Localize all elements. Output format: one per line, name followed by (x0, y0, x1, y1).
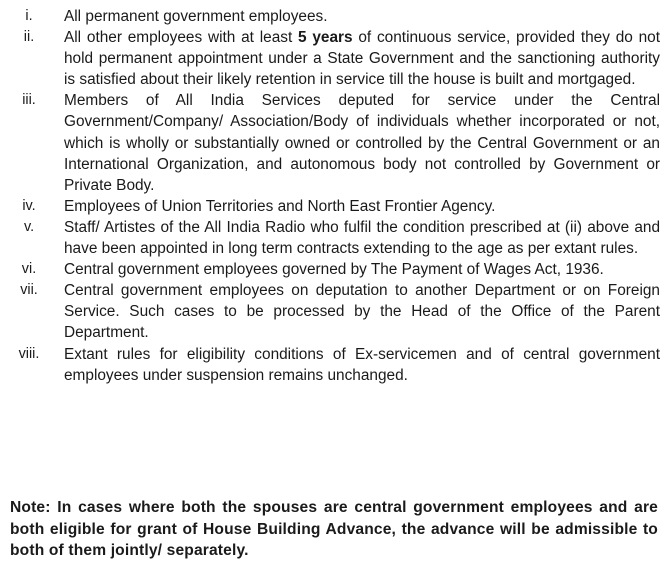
item-number: ii. (23, 29, 35, 46)
eligibility-list (14, 6, 660, 386)
item-text: Central government employees on deputation to another Department or on Foreign Service. Such cases to be processed by the Head of the Office of the Parent Department. (64, 282, 660, 342)
list-item (14, 259, 660, 280)
list-item (14, 27, 660, 90)
list-item (14, 90, 660, 195)
item-text: All permanent government employees. (64, 8, 328, 25)
list-item (14, 280, 660, 343)
list-item (14, 6, 660, 27)
item-number: vi. (21, 261, 37, 278)
item-number: iv. (22, 197, 36, 214)
item-text-part: of continuous service, provided they do not hold permanent appointment under a State Government and the sanctioning authority is satisfied about their likely retention in service till the house is built and mortgaged. (64, 29, 660, 89)
list-item (14, 344, 660, 386)
item-text: Staff/ Artistes of the All India Radio who fulfil the condition prescribed at (ii) above and have been appointed in long term contracts extending to the age as per extant rules. (64, 218, 660, 258)
item-text: Members of All India Services deputed for service under the Central Government/Company/ Association/Body of individuals whether incorporated or not, which is wholly or substantially owned or controlled by the Central Government or an International Organization, and autonomous body not controlled by Government or Private Body. (64, 92, 660, 194)
item-number: vii. (20, 282, 38, 299)
item-text: Extant rules for eligibility conditions of Ex-servicemen and of central government employees under suspension remains unchanged. (64, 345, 660, 384)
list-item (14, 217, 660, 259)
item-number: i. (25, 8, 33, 24)
item-text-emphasis: 5 years (298, 29, 353, 47)
note-paragraph: Note: In cases where both the spouses are central government employees and are both eligible for grant of House Building Advance, the advance will be admissible to both of them jointly/ separately. (10, 499, 658, 559)
item-text (64, 29, 660, 88)
item-number: viii. (18, 345, 40, 362)
item-number: v. (23, 218, 35, 235)
item-text: Employees of Union Territories and North East Frontier Agency. (64, 197, 496, 215)
item-text: Central government employees governed by The Payment of Wages Act, 1936. (64, 261, 604, 279)
item-number: iii. (22, 92, 36, 109)
list-item (14, 196, 660, 217)
item-text-part: All other employees with at least (64, 29, 299, 47)
